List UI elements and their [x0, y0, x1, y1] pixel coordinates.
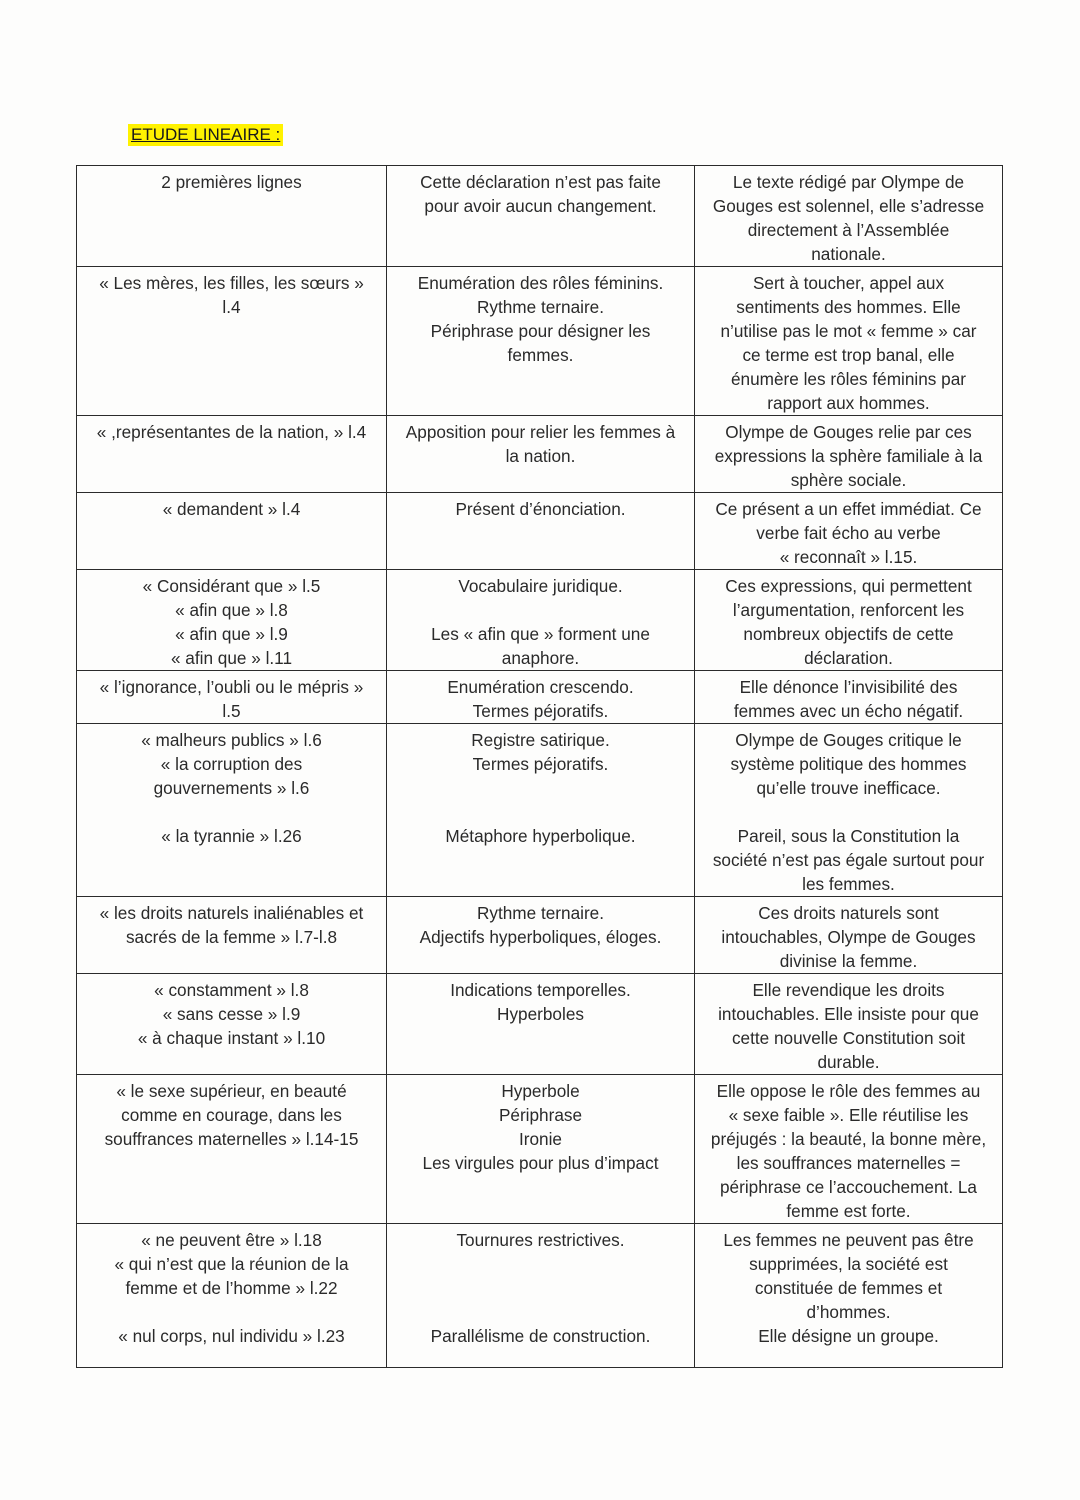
table-row	[77, 1224, 1003, 1368]
cell-text-line: Parallélisme de construction.	[430, 1326, 651, 1346]
blank-line	[392, 1300, 689, 1324]
table-row	[77, 416, 1003, 493]
cell-text-line: « Les mères, les filles, les sœurs »	[99, 273, 364, 293]
cell-text-line: Enumération crescendo.	[447, 677, 634, 697]
cell-text-line: intouchables. Elle insiste pour que	[718, 1004, 979, 1024]
cell-text-line: « nul corps, nul individu » l.23	[118, 1326, 345, 1346]
technique-cell	[387, 974, 695, 1075]
cell-text-line: sentiments des hommes. Elle	[736, 297, 961, 317]
cell-text-line: Rythme ternaire.	[476, 903, 605, 923]
cell-text-line: Rythme ternaire.	[476, 297, 605, 317]
cell-text-line: pour avoir aucun changement.	[424, 196, 657, 216]
technique-cell	[387, 570, 695, 671]
cell-text-line: gouvernements » l.6	[153, 778, 310, 798]
cell-text-line: durable.	[817, 1052, 880, 1072]
cell-text-line: Olympe de Gouges critique le	[735, 730, 962, 750]
cell-text-line: « constamment » l.8	[154, 980, 309, 1000]
cell-text-line: Olympe de Gouges relie par ces	[725, 422, 972, 442]
cell-text-line: constituée de femmes et	[754, 1278, 943, 1298]
cell-text-line: « l’ignorance, l’oubli ou le mépris »	[99, 677, 364, 697]
table-row	[77, 724, 1003, 897]
table-row	[77, 1075, 1003, 1224]
cell-text-line: Elle désigne un groupe.	[758, 1326, 939, 1346]
cell-text-line: sacrés de la femme » l.7-l.8	[125, 927, 338, 947]
table-row	[77, 671, 1003, 724]
technique-cell	[387, 724, 695, 897]
cell-text-line: Ce présent a un effet immédiat. Ce	[715, 499, 982, 519]
technique-cell	[387, 267, 695, 416]
cell-text-line: « sans cesse » l.9	[162, 1004, 301, 1024]
analysis-table-wrapper	[76, 165, 1002, 1368]
blank-line	[392, 1252, 689, 1276]
technique-cell	[387, 671, 695, 724]
analysis-table	[76, 165, 1003, 1368]
interpretation-cell	[695, 570, 1003, 671]
cell-text-line: « malheurs publics » l.6	[141, 730, 322, 750]
cell-text-line: rapport aux hommes.	[767, 393, 930, 413]
table-row	[77, 974, 1003, 1075]
cell-text-line: femmes avec un écho négatif.	[733, 701, 964, 721]
cell-text-line: « demandent » l.4	[162, 499, 301, 519]
quote-cell	[77, 416, 387, 493]
cell-text-line: qu’elle trouve inefficace.	[756, 778, 941, 798]
cell-text-line: société n’est pas égale surtout pour	[712, 850, 985, 870]
cell-text-line: « reconnaît » l.15.	[779, 547, 918, 567]
cell-text-line: l.5	[222, 701, 241, 721]
quote-cell	[77, 974, 387, 1075]
quote-cell	[77, 897, 387, 974]
cell-text-line: Hyperbole	[501, 1081, 580, 1101]
cell-text-line: énumère les rôles féminins par	[730, 369, 966, 389]
cell-text-line: « les droits naturels inaliénables et	[99, 903, 364, 923]
cell-text-line: femme est forte.	[786, 1201, 911, 1221]
cell-text-line: comme en courage, dans les	[121, 1105, 342, 1125]
cell-text-line: « ,représentantes de la nation, » l.4	[96, 422, 367, 442]
cell-text-line: Elle oppose le rôle des femmes au	[716, 1081, 981, 1101]
cell-text-line: « la corruption des	[160, 754, 303, 774]
blank-line	[700, 800, 997, 824]
interpretation-cell	[695, 416, 1003, 493]
interpretation-cell	[695, 724, 1003, 897]
cell-text-line: « afin que » l.9	[175, 624, 288, 644]
cell-text-line: « ne peuvent être » l.18	[141, 1230, 322, 1250]
quote-cell	[77, 1075, 387, 1224]
blank-line	[392, 800, 689, 824]
cell-text-line: Adjectifs hyperboliques, éloges.	[419, 927, 662, 947]
technique-cell	[387, 1224, 695, 1368]
cell-text-line: Enumération des rôles féminins.	[417, 273, 664, 293]
cell-text-line: « qui n’est que la réunion de la	[114, 1254, 349, 1274]
blank-line	[392, 776, 689, 800]
interpretation-cell	[695, 166, 1003, 267]
cell-text-line: la nation.	[505, 446, 576, 466]
table-row	[77, 570, 1003, 671]
technique-cell	[387, 493, 695, 570]
cell-text-line: « afin que » l.8	[175, 600, 288, 620]
cell-text-line: 2 premières lignes	[161, 172, 302, 192]
interpretation-cell	[695, 1224, 1003, 1368]
technique-cell	[387, 166, 695, 267]
quote-cell	[77, 493, 387, 570]
cell-text-line: expressions la sphère familiale à la	[714, 446, 983, 466]
cell-text-line: « à chaque instant » l.10	[137, 1028, 326, 1048]
cell-text-line: préjugés : la beauté, la bonne mère,	[710, 1129, 987, 1149]
cell-text-line: Hyperboles	[497, 1004, 584, 1024]
cell-text-line: Elle dénonce l’invisibilité des	[739, 677, 958, 697]
technique-cell	[387, 416, 695, 493]
cell-text-line: anaphore.	[501, 648, 580, 668]
cell-text-line: sphère sociale.	[790, 470, 907, 490]
quote-cell	[77, 671, 387, 724]
cell-text-line: Cette déclaration n’est pas faite	[420, 172, 661, 192]
cell-text-line: « la tyrannie » l.26	[161, 826, 302, 846]
cell-text-line: « le sexe supérieur, en beauté	[116, 1081, 347, 1101]
cell-text-line: Métaphore hyperbolique.	[445, 826, 636, 846]
cell-text-line: verbe fait écho au verbe	[756, 523, 941, 543]
page-title: ETUDE LINEAIRE :	[128, 124, 283, 146]
blank-line	[82, 800, 381, 824]
blank-line	[392, 598, 689, 622]
interpretation-cell	[695, 267, 1003, 416]
cell-text-line: Indications temporelles.	[450, 980, 631, 1000]
technique-cell	[387, 897, 695, 974]
cell-text-line: directement à l’Assemblée	[747, 220, 950, 240]
cell-text-line: « afin que » l.11	[170, 648, 293, 668]
cell-text-line: n’utilise pas le mot « femme » car	[720, 321, 977, 341]
cell-text-line: nationale.	[811, 244, 886, 264]
cell-text-line: déclaration.	[804, 648, 893, 668]
cell-text-line: Pareil, sous la Constitution la	[737, 826, 960, 846]
cell-text-line: Les « afin que » forment une	[431, 624, 650, 644]
cell-text-line: divinise la femme.	[779, 951, 918, 971]
blank-line	[392, 1276, 689, 1300]
cell-text-line: Termes péjoratifs.	[472, 701, 609, 721]
interpretation-cell	[695, 1075, 1003, 1224]
cell-text-line: Périphrase pour désigner les	[430, 321, 651, 341]
cell-text-line: les souffrances maternelles =	[736, 1153, 961, 1173]
cell-text-line: Apposition pour relier les femmes à	[405, 422, 676, 442]
cell-text-line: les femmes.	[802, 874, 895, 894]
cell-text-line: « Considérant que » l.5	[142, 576, 321, 596]
cell-text-line: Périphrase	[498, 1105, 583, 1125]
cell-text-line: Les femmes ne peuvent pas être	[723, 1230, 974, 1250]
cell-text-line: l.4	[222, 297, 241, 317]
quote-cell	[77, 1224, 387, 1368]
cell-text-line: périphrase ce l’accouchement. La	[719, 1177, 977, 1197]
cell-text-line: ce terme est trop banal, elle	[742, 345, 955, 365]
interpretation-cell	[695, 897, 1003, 974]
quote-cell	[77, 724, 387, 897]
interpretation-cell	[695, 493, 1003, 570]
cell-text-line: cette nouvelle Constitution soit	[731, 1028, 966, 1048]
cell-text-line: d’hommes.	[806, 1302, 891, 1322]
table-row	[77, 267, 1003, 416]
cell-text-line: système politique des hommes	[730, 754, 967, 774]
cell-text-line: supprimées, la société est	[749, 1254, 948, 1274]
cell-text-line: Registre satirique.	[471, 730, 610, 750]
cell-text-line: femmes.	[507, 345, 574, 365]
table-row	[77, 493, 1003, 570]
cell-text-line: Ces droits naturels sont	[758, 903, 939, 923]
cell-text-line: Termes péjoratifs.	[472, 754, 609, 774]
interpretation-cell	[695, 974, 1003, 1075]
cell-text-line: intouchables, Olympe de Gouges	[721, 927, 976, 947]
cell-text-line: Ironie	[519, 1129, 562, 1149]
quote-cell	[77, 570, 387, 671]
cell-text-line: femme et de l’homme » l.22	[125, 1278, 338, 1298]
cell-text-line: Présent d’énonciation.	[455, 499, 626, 519]
quote-cell	[77, 166, 387, 267]
cell-text-line: Les virgules pour plus d’impact	[422, 1153, 659, 1173]
cell-text-line: Tournures restrictives.	[456, 1230, 625, 1250]
cell-text-line: Vocabulaire juridique.	[458, 576, 623, 596]
table-row	[77, 897, 1003, 974]
cell-text-line: Sert à toucher, appel aux	[752, 273, 945, 293]
blank-line	[82, 1300, 381, 1324]
cell-text-line: l’argumentation, renforcent les	[732, 600, 965, 620]
cell-text-line: « sexe faible ». Elle réutilise les	[728, 1105, 969, 1125]
cell-text-line: nombreux objectifs de cette	[743, 624, 954, 644]
table-row	[77, 166, 1003, 267]
cell-text-line: Gouges est solennel, elle s’adresse	[712, 196, 985, 216]
cell-text-line: Ces expressions, qui permettent	[725, 576, 972, 596]
quote-cell	[77, 267, 387, 416]
interpretation-cell	[695, 671, 1003, 724]
cell-text-line: Le texte rédigé par Olympe de	[732, 172, 965, 192]
table-body	[77, 166, 1003, 1368]
technique-cell	[387, 1075, 695, 1224]
cell-text-line: Elle revendique les droits	[752, 980, 945, 1000]
cell-text-line: souffrances maternelles » l.14-15	[104, 1129, 359, 1149]
